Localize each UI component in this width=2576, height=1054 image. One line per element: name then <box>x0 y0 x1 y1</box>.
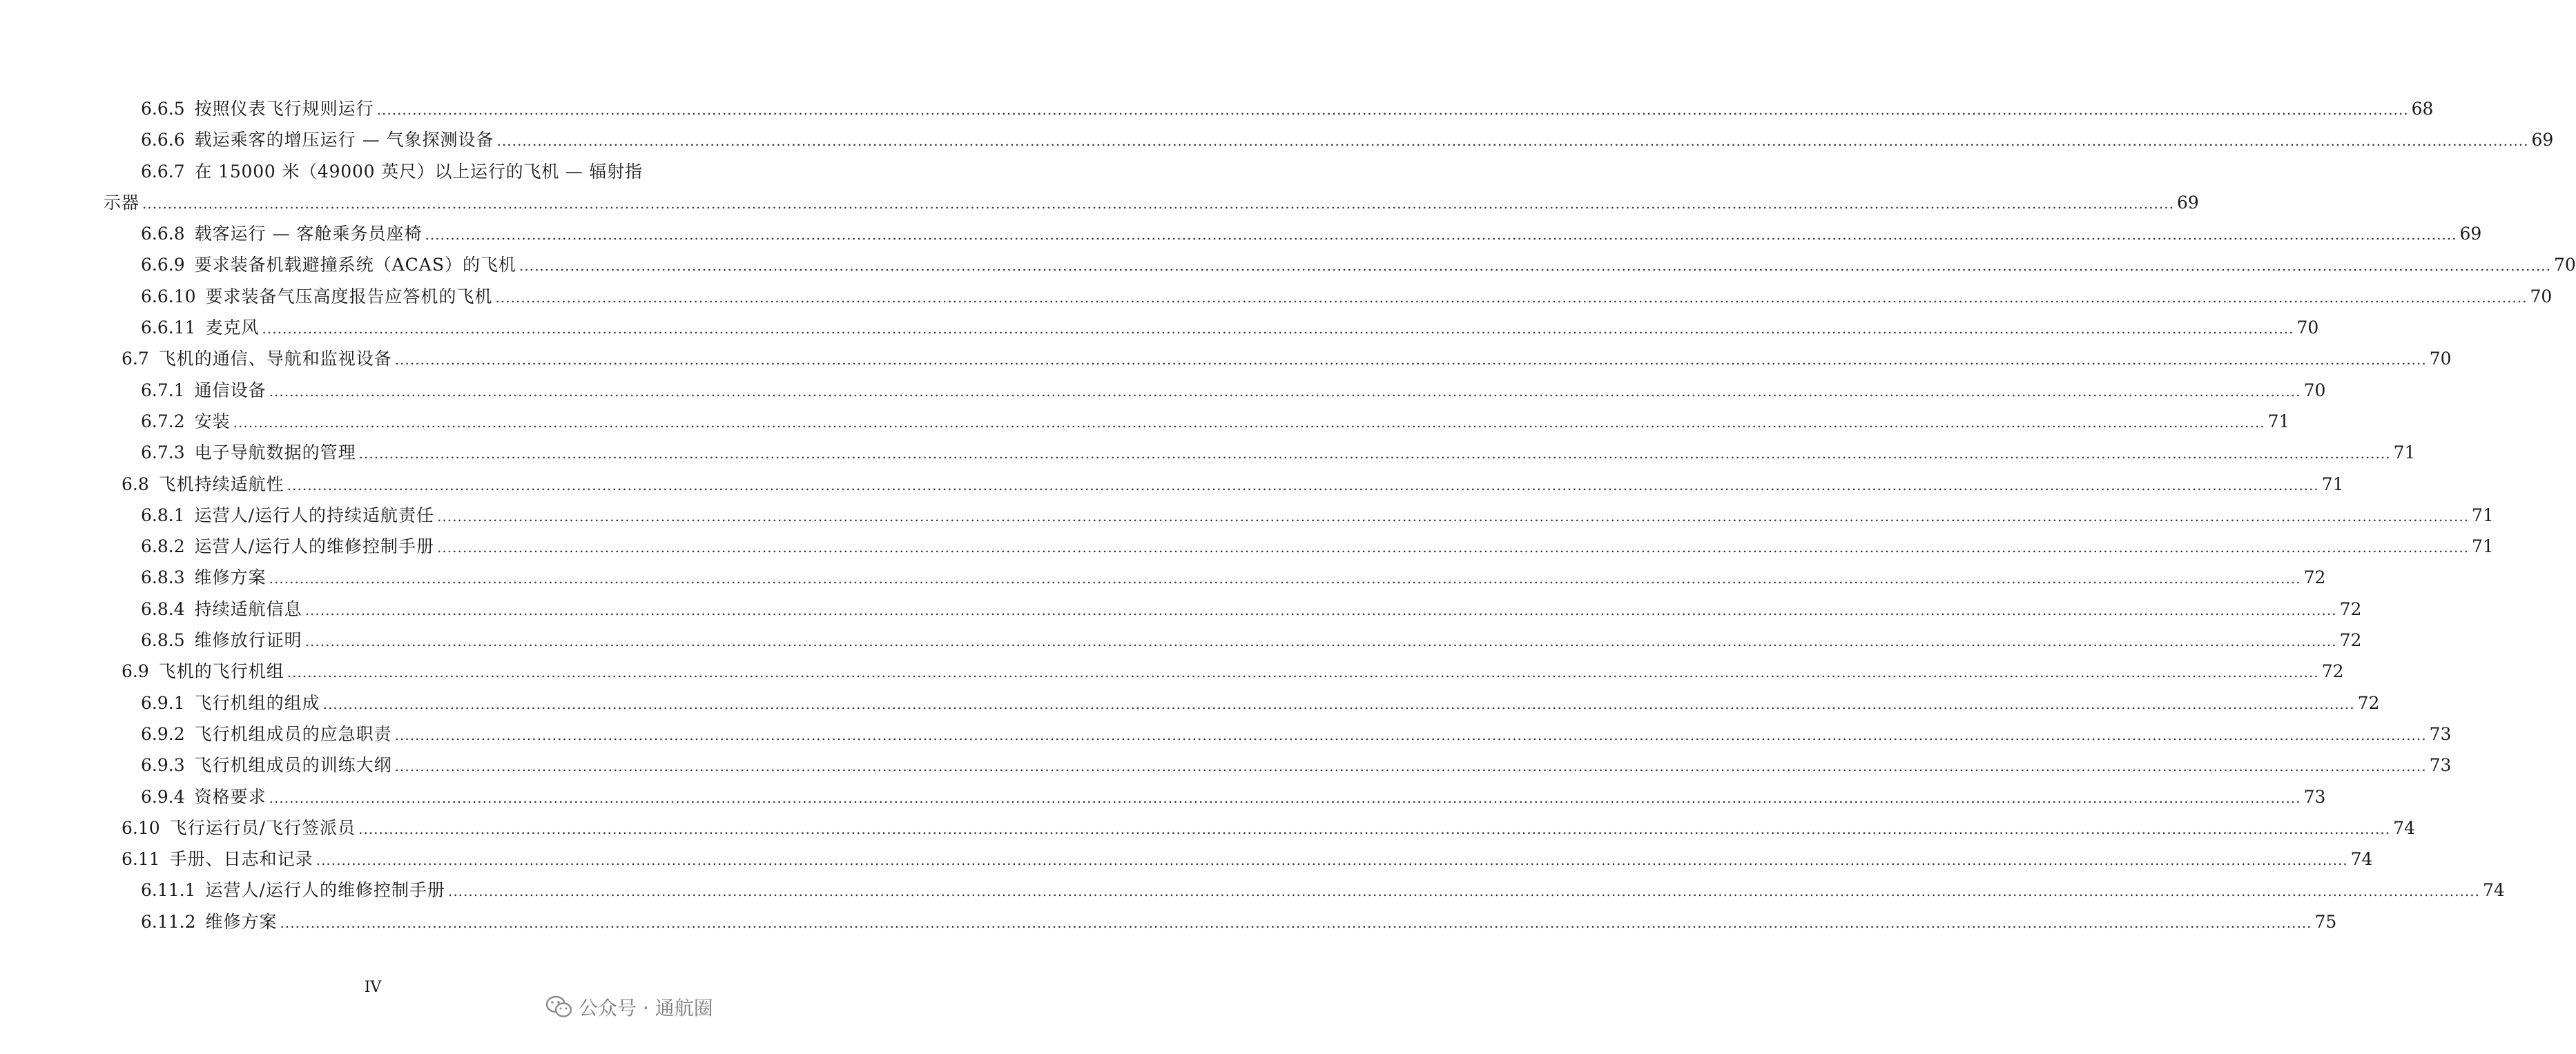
wechat-icon <box>545 995 573 1019</box>
toc-entry-title: 飞机持续适航性 <box>158 474 284 494</box>
toc-leader-dots: ................................................................................................................................................................................................................................................................................................................................................................................................................ <box>142 195 2174 212</box>
toc-entry-title: 通信设备 <box>194 380 267 400</box>
toc-leader-dots: ................................................................................................................................................................................................................................................................................................................................................................................................................ <box>269 382 2301 400</box>
toc-entry-title: 飞行机组的组成 <box>194 692 320 713</box>
toc-entry-number: 6.7.2 <box>141 411 185 431</box>
toc-leader-dots: ................................................................................................................................................................................................................................................................................................................................................................................................................ <box>287 664 2319 681</box>
toc-entry[interactable] <box>0 406 2290 437</box>
toc-entry-page: 72 <box>2357 692 2380 713</box>
toc-leader-dots: ................................................................................................................................................................................................................................................................................................................................................................................................................ <box>447 883 2480 900</box>
toc-entry-page: 71 <box>2472 536 2494 557</box>
toc-entry-title: 按照仪表飞行规则运行 <box>194 99 374 119</box>
toc-entry-page: 69 <box>2531 130 2554 150</box>
toc-entry[interactable] <box>0 437 2416 468</box>
toc-entry-number: 6.8.3 <box>141 567 185 588</box>
toc-entry-page: 70 <box>2296 318 2319 338</box>
toc-entry-title: 安装 <box>194 411 231 431</box>
toc-leader-dots: ................................................................................................................................................................................................................................................................................................................................................................................................................ <box>496 133 2529 150</box>
toc-leader-dots: ................................................................................................................................................................................................................................................................................................................................................................................................................ <box>304 633 2337 650</box>
watermark <box>545 990 713 1024</box>
toc-entry[interactable] <box>0 843 2373 875</box>
toc-entry-title: 维修放行证明 <box>194 630 302 651</box>
toc-leader-dots: ................................................................................................................................................................................................................................................................................................................................................................................................................ <box>495 289 2528 306</box>
toc-entry-number: 6.6.10 <box>141 286 196 306</box>
toc-entry-page: 72 <box>2339 598 2362 619</box>
toc-entry-title: 飞机的飞行机组 <box>158 661 284 682</box>
toc-entry-number: 6.7.3 <box>141 442 185 463</box>
toc-entry-number: 6.6.9 <box>141 255 185 275</box>
toc-leader-dots: ................................................................................................................................................................................................................................................................................................................................................................................................................ <box>437 539 2470 556</box>
toc-entry-title: 资格要求 <box>194 786 267 807</box>
toc-entry-page: 72 <box>2303 567 2326 588</box>
toc-entry-page: 74 <box>2393 817 2415 838</box>
toc-leader-dots: ................................................................................................................................................................................................................................................................................................................................................................................................................ <box>269 570 2301 587</box>
toc-entry-number: 6.10 <box>122 817 160 838</box>
toc-entry[interactable] <box>0 656 2344 687</box>
toc-entry-number: 6.6.8 <box>141 224 185 244</box>
toc-leader-dots: ................................................................................................................................................................................................................................................................................................................................................................................................................ <box>358 445 2391 462</box>
toc-entry-title: 运营人/运行人的维修控制手册 <box>194 536 435 557</box>
toc-entry-title: 飞行机组成员的应急职责 <box>194 723 392 744</box>
toc-entry[interactable] <box>0 500 2494 531</box>
toc-leader-dots: ................................................................................................................................................................................................................................................................................................................................................................................................................ <box>437 507 2470 525</box>
toc-entry-page: 71 <box>2267 411 2290 431</box>
toc-entry[interactable] <box>0 124 2554 155</box>
toc-entry-number: 6.8.5 <box>141 630 185 651</box>
toc-entry-title: 手册、日志和记录 <box>169 849 313 870</box>
toc-leader-dots: ................................................................................................................................................................................................................................................................................................................................................................................................................ <box>316 852 2348 869</box>
toc-entry[interactable] <box>0 781 2326 812</box>
toc-leader-dots: ................................................................................................................................................................................................................................................................................................................................................................................................................ <box>376 101 2409 118</box>
watermark-text: 公众号 · 通航圈 <box>579 997 713 1019</box>
toc-entry-page: 72 <box>2339 630 2362 651</box>
toc-entry-title: 飞机的通信、导航和监视设备 <box>158 349 392 369</box>
toc-entry-number: 6.6.5 <box>141 99 185 119</box>
toc-entry-number: 6.7 <box>122 349 149 369</box>
toc-entry-page: 75 <box>2314 911 2337 932</box>
toc-leader-dots: ................................................................................................................................................................................................................................................................................................................................................................................................................ <box>322 695 2355 712</box>
toc-leader-dots: ................................................................................................................................................................................................................................................................................................................................................................................................................ <box>280 914 2312 931</box>
toc-entry-number: 6.8.2 <box>141 536 185 557</box>
toc-entry-title: 示器 <box>104 192 140 213</box>
toc-entry-number: 6.9.3 <box>141 755 185 776</box>
toc-entry[interactable] <box>0 343 2452 374</box>
toc-entry[interactable] <box>0 812 2415 843</box>
toc-entry-title: 载客运行 — 客舱乘务员座椅 <box>194 224 423 244</box>
toc-entry-title: 麦克风 <box>205 318 260 338</box>
toc-entry[interactable] <box>0 469 2344 500</box>
toc-entry-number: 6.9.2 <box>141 723 185 744</box>
toc-entry-page: 74 <box>2350 849 2373 870</box>
toc-entry-page: 69 <box>2176 192 2199 213</box>
toc-entry-page: 70 <box>2303 380 2326 400</box>
toc-entry-page: 71 <box>2472 505 2494 525</box>
toc-leader-dots: ................................................................................................................................................................................................................................................................................................................................................................................................................ <box>358 820 2391 837</box>
toc-entry-number: 6.7.1 <box>141 380 185 400</box>
toc-entry[interactable] <box>0 625 2362 656</box>
toc-leader-dots: ................................................................................................................................................................................................................................................................................................................................................................................................................ <box>394 351 2427 369</box>
toc-entry-page: 70 <box>2553 255 2576 275</box>
toc-entry-number: 6.11.2 <box>141 911 196 932</box>
toc-entry-number: 6.8.4 <box>141 598 185 619</box>
toc-leader-dots: ................................................................................................................................................................................................................................................................................................................................................................................................................ <box>519 257 2551 275</box>
toc-entry-title: 载运乘客的增压运行 — 气象探测设备 <box>194 130 494 150</box>
toc-entry[interactable] <box>0 281 2553 312</box>
toc-entry-title: 在 1 5 0 0 0 米 （ 4 9 0 0 0 英 尺 ） 以 上 运 行 的 飞 机 — 辐 射 指 <box>194 161 642 182</box>
toc-entry-title: 维修方案 <box>194 567 267 588</box>
toc-entry-title: 运营人/运行人的持续适航责任 <box>194 505 435 525</box>
toc-entry-page: 70 <box>2429 349 2452 369</box>
toc-entry[interactable] <box>0 562 2326 593</box>
toc-entry[interactable] <box>0 249 2576 280</box>
toc-entry-page: 73 <box>2429 755 2452 776</box>
toc-entry-title: 飞行机组成员的训练大纲 <box>194 755 392 776</box>
toc-entry-number: 6.6.7 <box>141 161 185 182</box>
toc-entry-page: 69 <box>2459 224 2482 244</box>
toc-entry-number: 6.8.1 <box>141 505 185 525</box>
toc-entry-page: 71 <box>2393 442 2416 463</box>
toc-entry[interactable] <box>0 875 2505 906</box>
toc-entry[interactable] <box>0 719 2452 750</box>
toc-entry[interactable] <box>0 312 2319 343</box>
toc-entry-title: 要求装备机载避撞系统（ACAS）的飞机 <box>194 255 516 275</box>
table-of-contents <box>0 93 2576 937</box>
toc-entry-page: 73 <box>2429 723 2452 744</box>
toc-entry-page: 72 <box>2321 661 2344 682</box>
toc-entry[interactable] <box>0 187 2199 218</box>
toc-entry[interactable] <box>0 93 2434 124</box>
toc-entry[interactable] <box>0 750 2452 781</box>
toc-entry[interactable] <box>0 687 2380 719</box>
toc-entry-number: 6.6.6 <box>141 130 185 150</box>
toc-leader-dots: ................................................................................................................................................................................................................................................................................................................................................................................................................ <box>262 320 2294 338</box>
page-number: IV <box>364 979 382 996</box>
toc-entry-number: 6.11.1 <box>141 880 196 901</box>
toc-leader-dots: ................................................................................................................................................................................................................................................................................................................................................................................................................ <box>425 226 2457 244</box>
toc-entry-number: 6.11 <box>122 849 160 870</box>
toc-entry-number: 6.6.11 <box>141 318 196 338</box>
toc-entry-number: 6.9 <box>122 661 149 682</box>
toc-leader-dots: ................................................................................................................................................................................................................................................................................................................................................................................................................ <box>304 601 2337 618</box>
toc-entry-page: 74 <box>2482 880 2505 901</box>
toc-leader-dots: ................................................................................................................................................................................................................................................................................................................................................................................................................ <box>233 413 2265 431</box>
toc-leader-dots: ................................................................................................................................................................................................................................................................................................................................................................................................................ <box>287 476 2319 494</box>
toc-leader-dots: ................................................................................................................................................................................................................................................................................................................................................................................................................ <box>394 758 2427 775</box>
toc-entry-page: 68 <box>2411 99 2434 119</box>
toc-entry[interactable] <box>0 531 2494 562</box>
toc-entry-title: 维修方案 <box>205 911 278 932</box>
toc-entry[interactable] <box>0 594 2362 625</box>
toc-entry[interactable] <box>0 218 2482 249</box>
toc-entry[interactable] <box>0 375 2326 406</box>
toc-entry-page: 70 <box>2530 286 2553 306</box>
toc-entry-title: 电子导航数据的管理 <box>194 442 356 463</box>
toc-entry-page: 73 <box>2303 786 2326 807</box>
toc-entry-title: 飞行运行员/飞行签派员 <box>169 817 356 838</box>
toc-entry-title: 持续适航信息 <box>194 598 302 619</box>
toc-entry-number: 6.9.4 <box>141 786 185 807</box>
toc-leader-dots: ................................................................................................................................................................................................................................................................................................................................................................................................................ <box>269 789 2301 806</box>
toc-entry-title: 要求装备气压高度报告应答机的飞机 <box>205 286 493 306</box>
toc-entry[interactable] <box>0 906 2337 937</box>
toc-entry[interactable] <box>0 156 746 187</box>
toc-entry-page: 71 <box>2321 474 2344 494</box>
toc-entry-number: 6.9.1 <box>141 692 185 713</box>
toc-leader-dots: ................................................................................................................................................................................................................................................................................................................................................................................................................ <box>394 726 2427 743</box>
toc-entry-number: 6.8 <box>122 474 149 494</box>
toc-entry-title: 运营人/运行人的维修控制手册 <box>205 880 445 901</box>
